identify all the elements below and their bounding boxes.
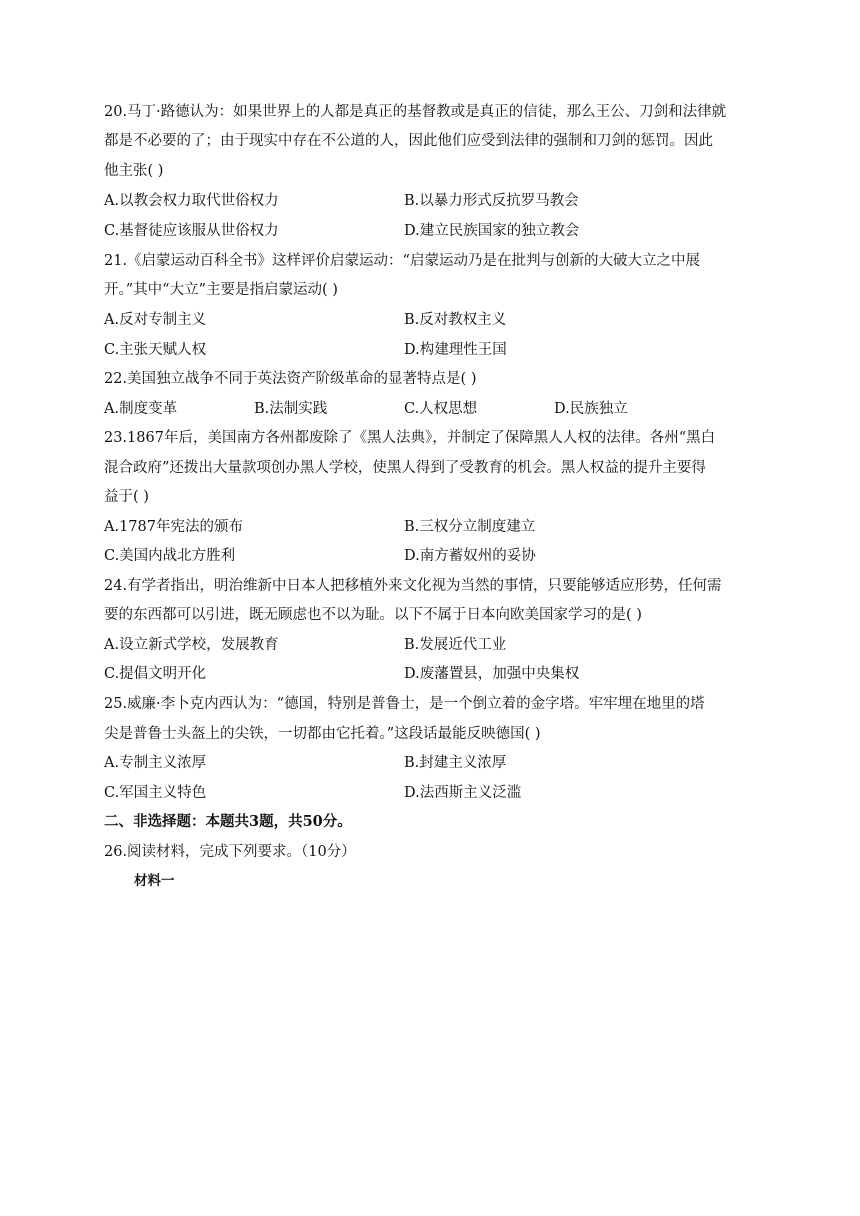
q21-option-a: A.反对专制主义 xyxy=(104,312,207,328)
q23-stem-line-3: 益于( ) xyxy=(104,489,149,505)
q22-option-c: C.人权思想 xyxy=(404,401,478,417)
material-1-label: 材料一 xyxy=(134,873,175,889)
q21-option-d: D.构建理性王国 xyxy=(404,342,507,358)
q23-stem-line-1: 23.1867年后，美国南方各州都废除了《黑人法典》，并制定了保障黑人人权的法律。各州“黑白 xyxy=(104,430,716,446)
q21-option-b: B.反对教权主义 xyxy=(404,312,507,328)
section-2-heading: 二、非选择题：本题共3题，共50分。 xyxy=(104,813,352,830)
q24-option-c: C.提倡文明开化 xyxy=(104,666,207,682)
q25-stem-line-1: 25.威廉·李卜克内西认为：“德国，特别是普鲁士，是一个倒立着的金字塔。牢牢埋在地里的塔 xyxy=(104,696,705,712)
q21-option-c: C.主张天赋人权 xyxy=(104,342,207,358)
q24-stem-line-1: 24.有学者指出，明治维新中日本人把移植外来文化视为当然的事情，只要能够适应形势，任何需 xyxy=(104,578,722,594)
q20-option-d: D.建立民族国家的独立教会 xyxy=(404,223,580,239)
q23-option-a: A.1787年宪法的颁布 xyxy=(104,519,243,535)
q23-option-d: D.南方蓄奴州的妥协 xyxy=(404,548,536,564)
q25-stem-line-2: 尖是普鲁士头盔上的尖铁，一切都由它托着。”这段话最能反映德国( ) xyxy=(104,726,541,742)
q20-option-b: B.以暴力形式反抗罗马教会 xyxy=(404,193,579,209)
q24-option-d: D.废藩置县，加强中央集权 xyxy=(404,666,580,682)
q20-option-c: C.基督徒应该服从世俗权力 xyxy=(104,223,279,239)
q22-option-b: B.法制实践 xyxy=(254,401,328,417)
q24-stem-line-2: 要的东西都可以引进，既无顾虑也不以为耻。以下不属于日本向欧美国家学习的是( ) xyxy=(104,607,642,623)
q25-option-c: C.军国主义特色 xyxy=(104,785,207,801)
q21-stem-line-1: 21.《启蒙运动百科全书》这样评价启蒙运动：“启蒙运动乃是在批判与创新的大破大立之中展 xyxy=(104,253,700,269)
q20-stem-line-3: 他主张( ) xyxy=(104,163,164,179)
q20-stem-line-2: 都是不必要的了；由于现实中存在不公道的人，因此他们应受到法律的强制和刀剑的惩罚。因此 xyxy=(104,133,713,149)
q25-option-b: B.封建主义浓厚 xyxy=(404,755,507,771)
q23-option-b: B.三权分立制度建立 xyxy=(404,519,536,535)
q22-option-d: D.民族独立 xyxy=(554,401,628,417)
q25-option-a: A.专制主义浓厚 xyxy=(104,755,207,771)
q21-stem-line-2: 开。”其中“大立”主要是指启蒙运动( ) xyxy=(104,282,338,298)
q25-option-d: D.法西斯主义泛滥 xyxy=(404,785,522,801)
q20-stem-line-1: 20.马丁·路德认为：如果世界上的人都是真正的基督教或是真正的信徒，那么王公、刀剑和法律就 xyxy=(104,104,727,120)
q24-option-a: A.设立新式学校，发展教育 xyxy=(104,637,279,653)
q24-option-b: B.发展近代工业 xyxy=(404,637,507,653)
q23-stem-line-2: 混合政府”还拨出大量款项创办黑人学校，使黑人得到了受教育的机会。黑人权益的提升主要得 xyxy=(104,460,706,476)
q22-stem: 22.美国独立战争不同于英法资产阶级革命的显著特点是( ) xyxy=(104,371,477,387)
q20-option-a: A.以教会权力取代世俗权力 xyxy=(104,193,279,209)
q23-option-c: C.美国内战北方胜利 xyxy=(104,548,236,564)
q22-option-a: A.制度变革 xyxy=(104,401,178,417)
q26-stem: 26.阅读材料，完成下列要求。（10分） xyxy=(104,844,356,860)
